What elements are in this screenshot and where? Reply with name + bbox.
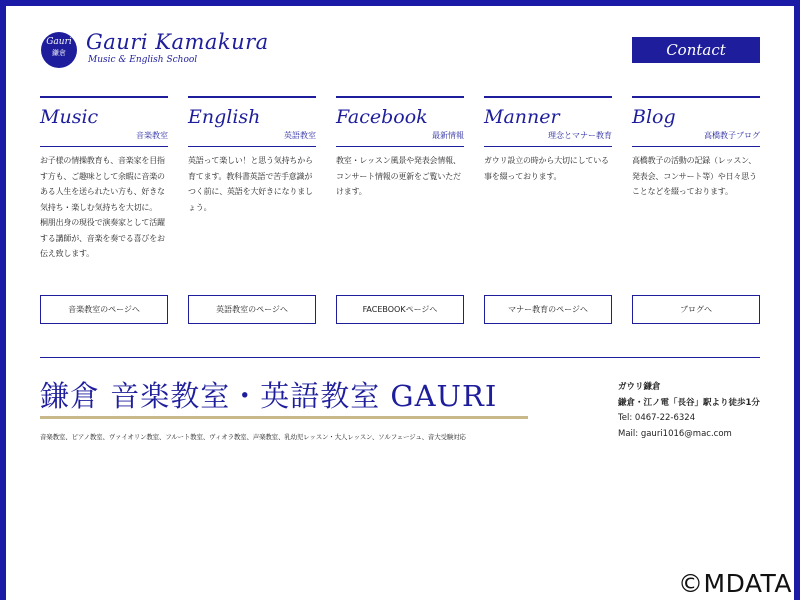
- footer-title: 鎌倉 音楽教室・英語教室 GAURI: [40, 379, 498, 413]
- column-title[interactable]: Blog: [632, 106, 676, 128]
- column-description: 英語って楽しい！と思う気持ちから育てます。教科書英語で苦手意識がつく前に、英語を大好きになりましょう。: [188, 156, 313, 212]
- manner-page-button[interactable]: マナー教育のページへ: [484, 295, 612, 324]
- brand[interactable]: [86, 30, 269, 65]
- column-subtitle: 最新情報: [432, 131, 464, 140]
- watermark: ©MDATA: [678, 569, 792, 598]
- column-music: [40, 96, 168, 314]
- column-manner: [484, 96, 612, 314]
- brand-name: Gauri Kamakura: [86, 30, 269, 54]
- footer-gold-rule: [40, 416, 528, 419]
- email[interactable]: Mail: gauri1016@mac.com: [618, 428, 732, 439]
- column-title[interactable]: English: [188, 106, 261, 128]
- english-page-button[interactable]: 英語教室のページへ: [188, 295, 316, 324]
- column-mid-rule: [336, 146, 464, 147]
- contact-button[interactable]: Contact: [632, 37, 760, 63]
- column-mid-rule: [188, 146, 316, 147]
- telephone: Tel: 0467-22-6324: [618, 413, 696, 423]
- column-top-rule: [40, 96, 168, 98]
- column-facebook: [336, 96, 464, 314]
- logo-kanji: 鎌倉: [52, 49, 66, 57]
- column-top-rule: [484, 96, 612, 98]
- column-top-rule: [336, 96, 464, 98]
- column-title[interactable]: Manner: [484, 106, 560, 128]
- logo-text: Gauri: [46, 37, 72, 47]
- column-description: ガウリ設立の時から大切にしている事を綴っております。: [484, 156, 609, 181]
- address: 鎌倉・江ノ電「長谷」駅より徒歩1分: [618, 397, 760, 408]
- column-description: お子様の情操教育も、音楽家を目指す方も、ご趣味として余暇に音楽のある人生を送られたい方も、好きな気持ち・楽しむ気持ちを大切に。 桐朋出身の現役で演奏家として活躍する講師が、音楽を奏でる喜びをお伝え致します。: [40, 156, 165, 258]
- footer-divider: [40, 357, 760, 358]
- facebook-page-button[interactable]: FACEBOOKページへ: [336, 295, 464, 324]
- column-subtitle: 理念とマナー教育: [548, 131, 612, 140]
- column-mid-rule: [40, 146, 168, 147]
- contact-info: [618, 380, 760, 442]
- column-mid-rule: [632, 146, 760, 147]
- column-description: 教室・レッスン風景や発表会情報、コンサート情報の更新をご覧いただけます。: [336, 156, 461, 196]
- column-description: 高橋教子の活動の記録（レッスン、発表会、コンサート等）や日々思うことなどを綴っております。: [632, 156, 757, 196]
- column-subtitle: 高橋教子ブログ: [704, 131, 760, 140]
- column-subtitle: 英語教室: [284, 131, 316, 140]
- column-subtitle: 音楽教室: [136, 131, 168, 140]
- column-english: [188, 96, 316, 314]
- blog-page-button[interactable]: ブログへ: [632, 295, 760, 324]
- brand-sub: Music & English School: [88, 55, 198, 65]
- column-mid-rule: [484, 146, 612, 147]
- org-name: ガウリ鎌倉: [618, 382, 661, 392]
- column-title[interactable]: Music: [40, 106, 99, 128]
- footer-tags: 音楽教室、ピアノ教室、ヴァイオリン教室、フルート教室、ヴィオラ教室、声楽教室、乳幼児レッスン・大人レッスン、ソルフェージュ、音大受験対応: [40, 433, 466, 441]
- music-page-button[interactable]: 音楽教室のページへ: [40, 295, 168, 324]
- logo-badge[interactable]: [41, 32, 77, 68]
- column-top-rule: [632, 96, 760, 98]
- column-top-rule: [188, 96, 316, 98]
- column-blog: [632, 96, 760, 314]
- column-title[interactable]: Facebook: [336, 106, 428, 128]
